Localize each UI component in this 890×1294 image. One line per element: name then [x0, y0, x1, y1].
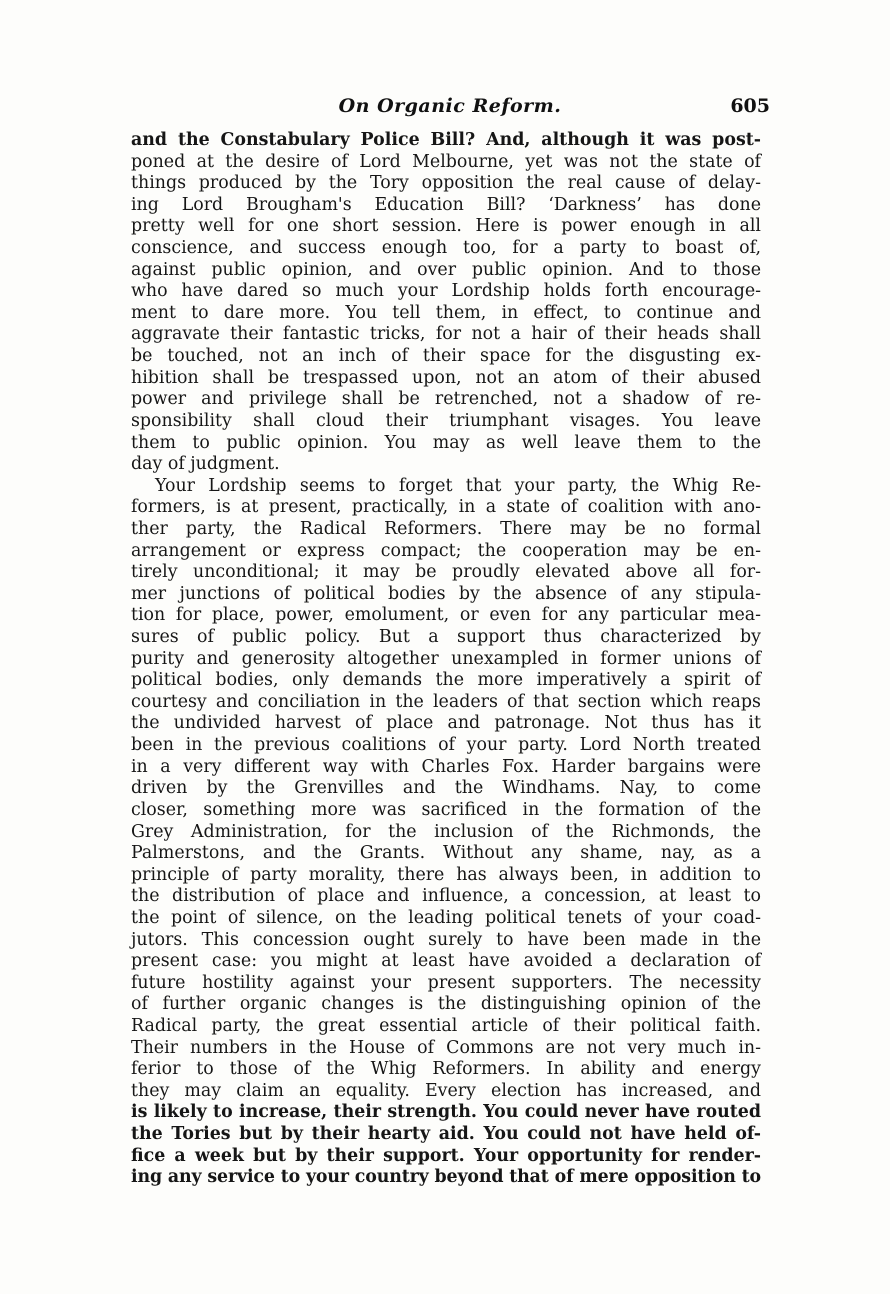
text-line: poned at the desire of Lord Melbourne, yet was not the state of [131, 151, 761, 172]
text-line: ing Lord Brougham's Education Bill? ‘Darkness’ has done [131, 194, 761, 215]
text-line: of further organic changes is the distinguishing opinion of the [131, 994, 761, 1015]
text-line: political bodies, only demands the more imperatively a spirit of [131, 670, 761, 691]
running-title: On Organic Reform. [338, 95, 562, 117]
text-line: the point of silence, on the leading political tenets of your coad- [131, 907, 761, 928]
text-line: Grey Administration, for the inclusion of the Richmonds, the [131, 821, 761, 842]
text-line: hibition shall be trespassed upon, not an atom of their abused [131, 367, 761, 388]
text-line: ment to dare more. You tell them, in effect, to continue and [131, 302, 761, 323]
text-line-paragraph-start: Your Lordship seems to forget that your party, the Whig Re- [155, 475, 761, 496]
text-line: tirely unconditional; it may be proudly elevated above all for- [131, 562, 761, 583]
text-line: Radical party, the great essential article of their political faith. [131, 1015, 761, 1036]
page-number: 605 [730, 95, 770, 117]
text-line: courtesy and conciliation in the leaders of that section which reaps [131, 691, 761, 712]
text-line: ther party, the Radical Reformers. There may be no formal [131, 518, 761, 539]
text-line: present case: you might at least have avoided a declaration of [131, 951, 761, 972]
text-line: the distribution of place and influence, a concession, at least to [131, 886, 761, 907]
running-head [130, 95, 770, 125]
text-line: ing any service to your country beyond that of mere opposition to [131, 1167, 761, 1188]
text-line: Their numbers in the House of Commons are not very much in- [131, 1037, 761, 1058]
text-line: the undivided harvest of place and patronage. Not thus has it [131, 713, 761, 734]
text-line: they may claim an equality. Every election has increased, and [131, 1080, 761, 1101]
text-line: closer, something more was sacrificed in the formation of the [131, 799, 761, 820]
text-line: sponsibility shall cloud their triumphant visages. You leave [131, 410, 761, 431]
text-line: formers, is at present, practically, in a state of coalition with ano- [131, 497, 761, 518]
text-line: ferior to those of the Whig Reformers. In ability and energy [131, 1059, 761, 1080]
text-line: tion for place, power, emolument, or even for any particular mea- [131, 605, 761, 626]
text-line: conscience, and success enough too, for a party to boast of, [131, 238, 761, 259]
text-line: future hostility against your present supporters. The necessity [131, 972, 761, 993]
text-line: is likely to increase, their strength. You could never have routed [131, 1102, 761, 1123]
text-line: mer junctions of political bodies by the absence of any stipula- [131, 583, 761, 604]
text-line: and the Constabulary Police Bill? And, although it was post- [131, 130, 761, 150]
text-line: fice a week but by their support. Your opportunity for render- [131, 1145, 761, 1166]
text-line: purity and generosity altogether unexampled in former unions of [131, 648, 761, 669]
text-line: in a very different way with Charles Fox. Harder bargains were [131, 756, 761, 777]
text-line: principle of party morality, there has always been, in addition to [131, 864, 761, 885]
text-line: who have dared so much your Lordship holds forth encourage- [131, 281, 761, 302]
text-line: been in the previous coalitions of your party. Lord North treated [131, 735, 761, 756]
body-text [131, 130, 761, 1189]
text-line: them to public opinion. You may as well leave them to the [131, 432, 761, 453]
text-line: things produced by the Tory opposition the real cause of delay- [131, 173, 761, 194]
text-line: jutors. This concession ought surely to have been made in the [131, 929, 761, 950]
text-line: Palmerstons, and the Grants. Without any shame, nay, as a [131, 843, 761, 864]
text-line: aggravate their fantastic tricks, for not a hair of their heads shall [131, 324, 761, 345]
text-line: the Tories but by their hearty aid. You could not have held of- [131, 1124, 761, 1145]
text-line: against public opinion, and over public opinion. And to those [131, 259, 761, 280]
text-line: sures of public policy. But a support thus characterized by [131, 627, 761, 648]
text-line: driven by the Grenvilles and the Windhams. Nay, to come [131, 778, 761, 799]
text-line-paragraph-end: day of judgment. [131, 454, 280, 475]
text-line: pretty well for one short session. Here is power enough in all [131, 216, 761, 237]
text-line: arrangement or express compact; the cooperation may be en- [131, 540, 761, 561]
text-line: be touched, not an inch of their space for the disgusting ex- [131, 346, 761, 367]
text-line: power and privilege shall be retrenched, not a shadow of re- [131, 389, 761, 410]
